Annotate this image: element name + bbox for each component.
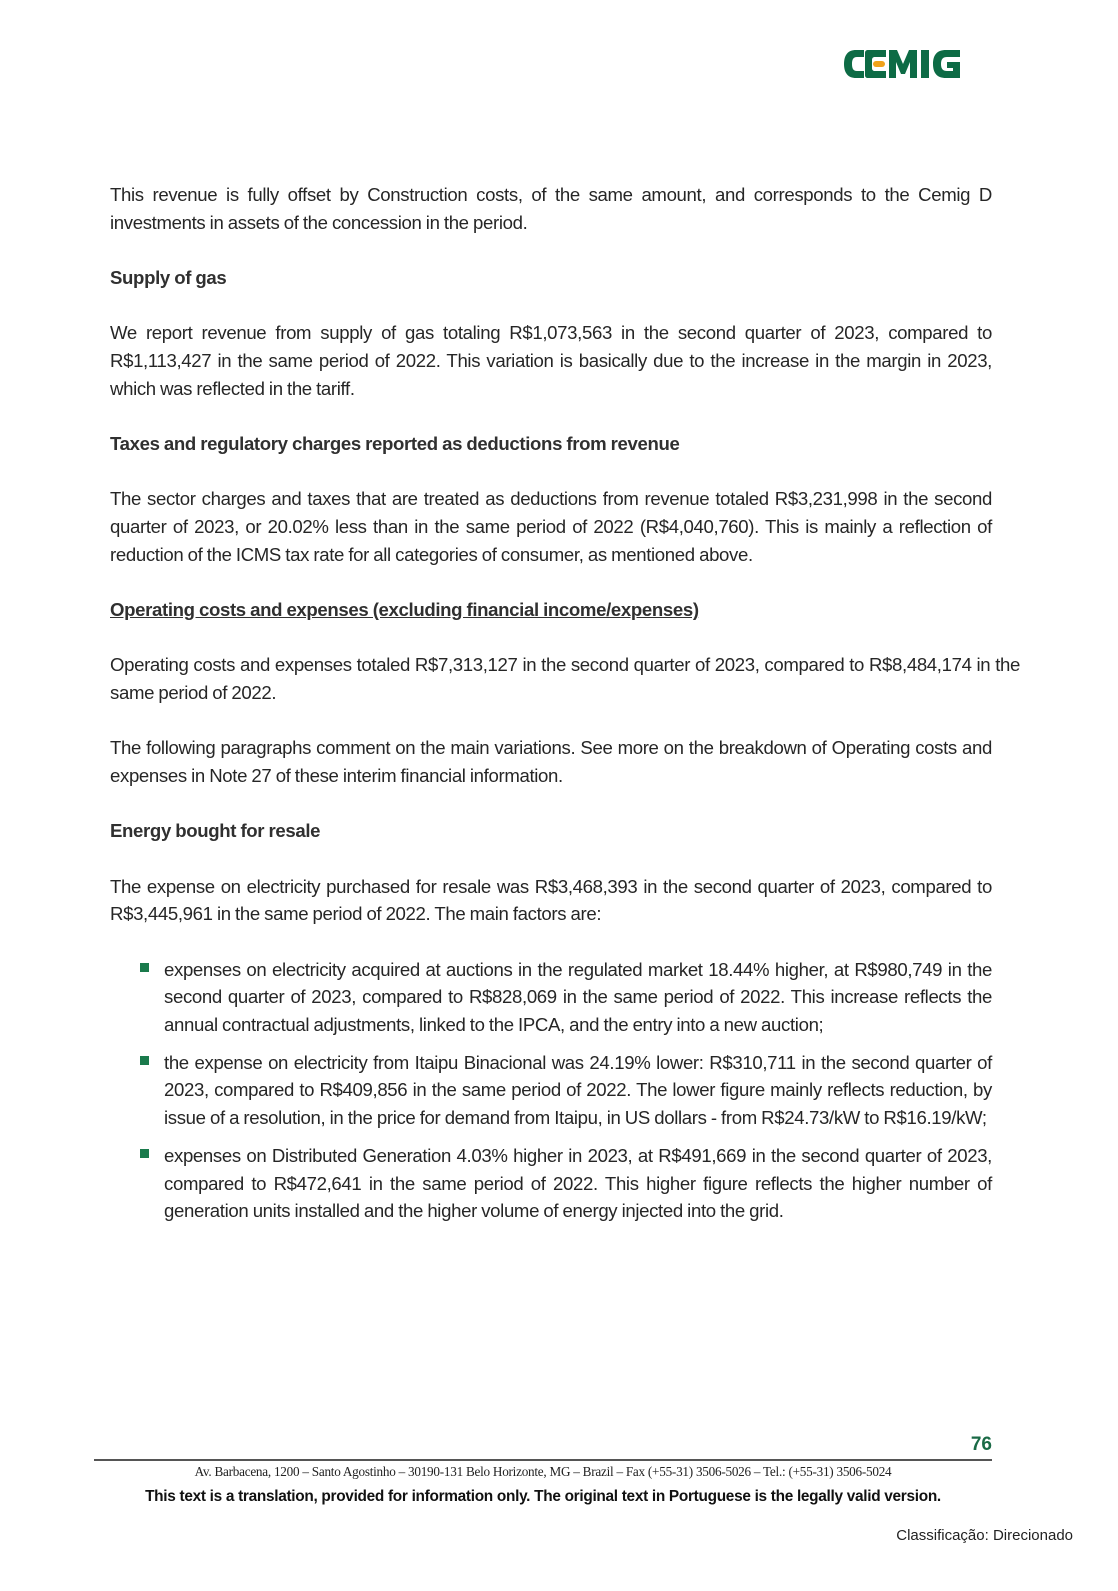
list-item: [164, 1142, 992, 1225]
energy-bought-paragraph: The expense on electricity purchased for resale was R$3,468,393 in the second quarter of 2023, compared to R$3,445,961 in the same period of 2022. The main factors are:: [110, 875, 992, 925]
document-body: [110, 181, 1020, 1235]
supply-of-gas-paragraph: We report revenue from supply of gas totaling R$1,073,563 in the second quarter of 2023, compared to R$1,113,427 in the same period of 2022. This variation is basically due to the increase in the margin in 2023, which was reflected in the tariff.: [110, 322, 992, 399]
intro-paragraph: This revenue is fully offset by Construction costs, of the same amount, and corresponds to the Cemig D investments in assets of the concession in the period.: [110, 184, 992, 233]
energy-bought-heading: Energy bought for resale: [110, 820, 321, 842]
square-bullet-icon: [140, 1149, 149, 1158]
cemig-logo: [842, 44, 992, 84]
operating-costs-heading: Operating costs and expenses (excluding financial income/expenses): [110, 599, 699, 620]
translation-disclaimer: This text is a translation, provided for information only. The original text in Portuguese is the legally valid version.: [145, 1488, 941, 1505]
list-item-text: the expense on electricity from Itaipu Binacional was 24.19% lower: R$310,711 in the second quarter of 2023, compared to R$409,856 in the same period of 2022. The lower figure mainly reflects reduction, by issue of a resolution, in the price for demand from Itaipu, in US dollars - from R$24.73/kW to R$16.19/kW;: [164, 1051, 992, 1129]
footer-divider: [94, 1459, 992, 1461]
page-number: 76: [970, 1434, 992, 1455]
operating-costs-paragraph-1: Operating costs and expenses totaled R$7,313,127 in the second quarter of 2023, compared to R$8,484,174 in the same period of 2022.: [110, 654, 1020, 703]
list-item: [164, 956, 992, 1039]
taxes-paragraph: The sector charges and taxes that are treated as deductions from revenue totaled R$3,231,998 in the second quarter of 2023, or 20.02% less than in the same period of 2022 (R$4,040,760). This is mainly a reflection of reduction of the ICMS tax rate for all categories of consumer, as mentioned above.: [110, 488, 992, 565]
square-bullet-icon: [140, 963, 149, 972]
footer-address: Av. Barbacena, 1200 – Santo Agostinho – 30190-131 Belo Horizonte, MG – Brazil – Fax (+55-31) 3506-5026 – Tel.: (+55-31) 3506-5024: [194, 1464, 892, 1479]
supply-of-gas-heading: Supply of gas: [110, 267, 227, 288]
cemig-logo-icon: [842, 44, 992, 84]
list-item: [164, 1049, 992, 1132]
energy-factors-list: [110, 956, 992, 1225]
list-item-text: expenses on Distributed Generation 4.03% higher in 2023, at R$491,669 in the second quarter of 2023, compared to R$472,641 in the same period of 2022. This higher figure reflects the higher number of generation units installed and the higher volume of energy injected into the grid.: [164, 1144, 992, 1222]
square-bullet-icon: [140, 1056, 149, 1065]
list-item-text: expenses on electricity acquired at auctions in the regulated market 18.44% higher, at R$980,749 in the second quarter of 2023, compared to R$828,069 in the same period of 2022. This increase reflects the annual contractual adjustments, linked to the IPCA, and the entry into a new auction;: [164, 958, 992, 1035]
classification-label: Classificação: Direcionado: [896, 1527, 1073, 1544]
taxes-heading: Taxes and regulatory charges reported as deductions from revenue: [110, 433, 680, 454]
operating-costs-paragraph-2: The following paragraphs comment on the main variations. See more on the breakdown of Operating costs and expenses in Note 27 of these interim financial information.: [110, 737, 992, 786]
